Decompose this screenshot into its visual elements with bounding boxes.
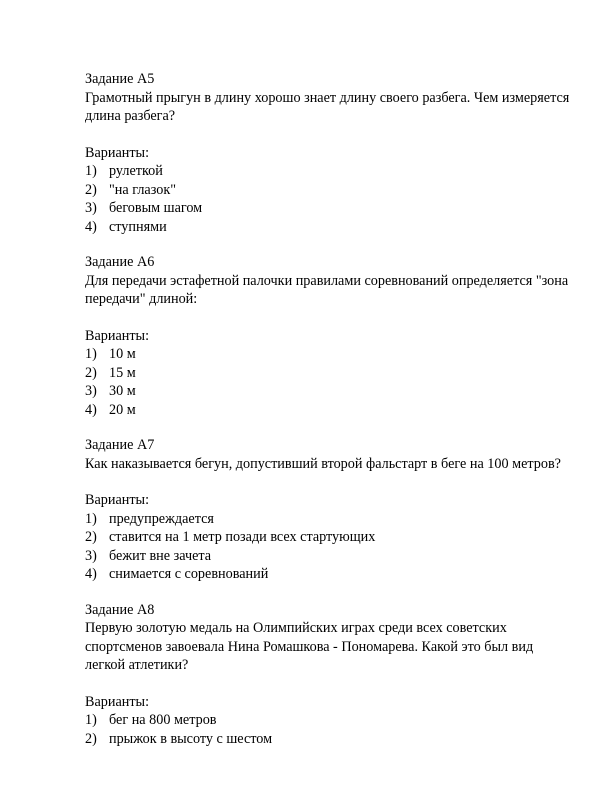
- task-question: Грамотный прыгун в длину хорошо знает длину своего разбега. Чем измеряется длина разбега?: [85, 89, 570, 124]
- option-text: бежит вне зачета: [109, 547, 212, 564]
- section-spacer: [85, 419, 575, 436]
- variants-label: Варианты:: [85, 492, 150, 508]
- option-number: 1): [85, 346, 97, 362]
- option-item: [85, 199, 575, 218]
- option-item: [85, 382, 575, 401]
- option-number: 1): [85, 712, 97, 728]
- task-a7: [85, 436, 575, 584]
- option-text: ставится на 1 метр позади всех стартующих: [109, 529, 376, 545]
- task-question: Первую золотую медаль на Олимпийских играх среди всех советских спортсменов завоевала Нина Ромашкова - Пономарева. Какой это был вид легкой атлетики?: [85, 620, 534, 673]
- option-number: 4): [85, 566, 97, 582]
- option-number: 3): [85, 200, 97, 216]
- variants-label: Варианты:: [85, 693, 150, 710]
- option-text: 20 м: [109, 401, 136, 418]
- options-list: [85, 510, 575, 584]
- task-a5: [85, 70, 575, 236]
- option-item: [85, 345, 575, 364]
- option-number: 2): [85, 364, 97, 381]
- task-a8: [85, 601, 575, 749]
- option-item: [85, 528, 575, 547]
- option-text: беговым шагом: [109, 200, 203, 216]
- option-number: 1): [85, 510, 97, 527]
- option-number: 2): [85, 529, 97, 545]
- section-spacer: [85, 584, 575, 601]
- task-question: Для передачи эстафетной палочки правилами соревнований определяется "зона передачи" длиной:: [85, 272, 569, 307]
- option-number: 2): [85, 181, 97, 198]
- option-text: снимается с соревнований: [109, 566, 269, 582]
- option-number: 4): [85, 401, 97, 418]
- task-title: Задание А8: [85, 601, 155, 618]
- option-item: [85, 218, 575, 237]
- option-number: 3): [85, 383, 97, 399]
- variants-label: Варианты:: [85, 327, 150, 344]
- option-item: [85, 510, 575, 529]
- variants-label: Варианты:: [85, 144, 150, 161]
- task-title: Задание А6: [85, 254, 155, 270]
- option-text: 15 м: [109, 364, 136, 381]
- option-number: 4): [85, 218, 97, 235]
- option-number: 2): [85, 730, 97, 747]
- task-title: Задание А5: [85, 71, 155, 87]
- option-text: ступнями: [109, 218, 167, 235]
- option-number: 1): [85, 163, 97, 179]
- option-text: рулеткой: [109, 163, 163, 179]
- options-list: [85, 345, 575, 419]
- option-item: [85, 547, 575, 566]
- task-question: Как наказывается бегун, допустивший второй фальстарт в беге на 100 метров?: [85, 455, 561, 472]
- option-text: предупреждается: [109, 510, 214, 527]
- section-spacer: [85, 236, 575, 253]
- options-list: [85, 162, 575, 236]
- option-item: [85, 711, 575, 730]
- option-item: [85, 364, 575, 383]
- options-list: [85, 711, 575, 748]
- task-title: Задание А7: [85, 437, 155, 453]
- option-number: 3): [85, 547, 97, 564]
- task-a6: [85, 253, 575, 419]
- option-item: [85, 162, 575, 181]
- option-item: [85, 565, 575, 584]
- option-text: бег на 800 метров: [109, 712, 217, 728]
- option-item: [85, 730, 575, 749]
- option-text: 30 м: [109, 383, 136, 399]
- option-text: 10 м: [109, 346, 136, 362]
- document-body: [85, 70, 575, 748]
- option-text: "на глазок": [109, 181, 177, 198]
- option-item: [85, 401, 575, 420]
- option-item: [85, 181, 575, 200]
- option-text: прыжок в высоту с шестом: [109, 730, 273, 747]
